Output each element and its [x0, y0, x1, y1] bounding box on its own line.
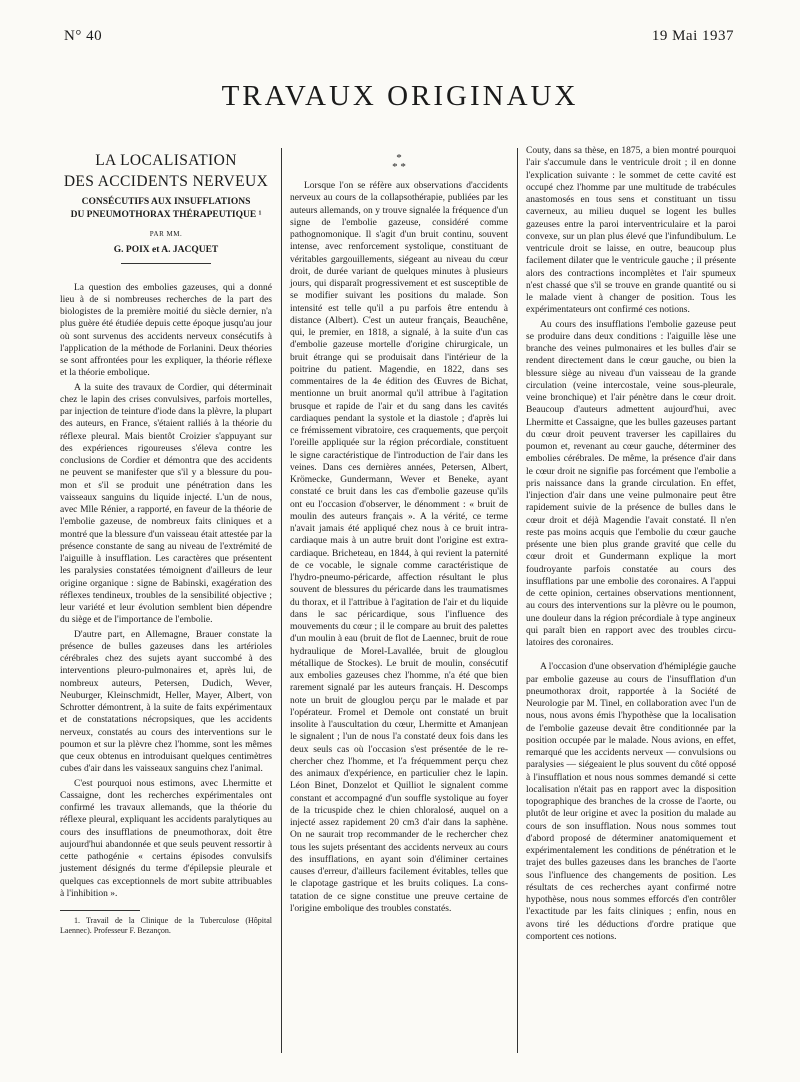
title-separator [121, 263, 211, 264]
article-title [60, 150, 272, 192]
article-authors: G. POIX et A. JACQUET [113, 245, 219, 256]
article-subtitle-line-1: CONSÉCUTIFS AUX INSUFFLATIONS [81, 197, 251, 207]
paragraph: A l'occasion d'une observation d'hémiplégie gauche par embolie gazeuse au cours de l'insufflation d'un pneumothorax droit, rapportée à la Société de Neurologie par M. Tinel, en collaboration avec l'un de nous, nous avons émis l'hypothèse que la localisation de l'embolie gazeuse devait être conditionnée par la position occupée par le malade. Nous avions, en effet, remarqué que les accidents nerveux — convulsions ou paralysies — siégeaient le plus souvent du côté opposé à l'insufflation et nous nous sommes demandé si cette localisation n'était pas en rapport avec la disposition topographique des branches de la crosse de l'aorte, ou plutôt de leur origine et avec la position du malade au cours de son insufflation. Nous nous sommes tout d'abord proposé de déterminer anatomiquement et expérimentalement les conditions de pénétration et le trajet des bulles gazeuses dans les branches de l'aorte sous l'influence des changements de position. Les résultats de ces recherches ayant confirmé notre hypothèse, nous nous sommes efforcés d'en contrôler l'exactitude par les faits cliniques ; enfin, nous en avons tiré les déductions d'ordre pratique que comportent ces notions. [526, 662, 736, 942]
page-header [64, 28, 734, 50]
section-title: TRAVAUX ORIGINAUX [221, 80, 579, 112]
footnote: 1. Travail de la Clinique de la Tuberculose (Hôpital Laennec). Professeur F. Bezançon. [60, 916, 272, 935]
paragraph: Couty, dans sa thèse, en 1875, a bien montré pourquoi l'air s'accumule dans le ventricule droit ; il en donne l'explication suivante : le sommet de cette cavité est occupé chez l'homme par une multitude de trabécules anastomosés en tous sens et constituant un tissu caverneux, au milieu duquel se logent les bulles gazeuses entre la paroi interventriculaire et la paroi convexe, sur un plan plus élevé que l'infundibulum. Le ventricule droit se laisse, en outre, beaucoup plus facilement dilater que le ventricule gauche ; il présente alors des contractions incomplètes et l'air spumeux n'est chassé que s'il se trouve en grande quantité ou si le malade vient à changer de position. Tous les expérimentateurs ont confirmé ces notions. [526, 146, 736, 316]
column-1 [60, 150, 272, 938]
paragraph: La question des embolies gazeuses, qui a donné lieu à de si nombreuses recherches de la part des biologistes de la première moitié du siècle dernier, n'a plus guère été étudiée depuis cette époque jusqu'au jour où sont survenus des accidents nerveux consécutifs à l'application de la méthode de Forlanini. Deux théories se sont affrontées pour les expliquer, la théorie réflexe et la théorie embolique. [60, 282, 272, 379]
article-title-line-2: DES ACCIDENTS NERVEUX [63, 173, 269, 190]
column-2 [290, 150, 508, 917]
issue-date: 19 Mai 1937 [651, 28, 734, 44]
article-title-line-1: LA LOCALISATION [95, 152, 237, 169]
paragraph: Lorsque l'on se réfère aux observations d'accidents nerveux au cours de la collapsothérapie, publiées par les auteurs allemands, on y trouve signalée la fréquence d'un signe de l'embolie gazeuse, considéré comme pathognomonique. Il s'agit d'un bruit continu, souvent intense, avec renforcement systolique, constituant de véritables gargouillements, siégeant au niveau du cœur droit, de durée variant de quelques minutes à plusieurs jours, qui disparaît progressivement et est susceptible de se modifier suivant les positions du malade. Son intensité est telle qu'il a pu parfois être entendu à distance (Albert). C'est un auteur français, Beauchêne, qui, le premier, en 1818, a signalé, à la suite d'un cas d'embolie gazeuse mortelle d'origine chirurgicale, un bruit étrange qui se produisait dans l'intérieur de la poitrine du patient. Magendie, en 1822, dans ses commentaires de la 4e édition des Œuvres de Bichat, mentionne un bruit anormal qu'il attribue à l'agitation brusque et rapide de l'air et du sang dans les cavités cardiaques pendant la systole et la diastole ; d'après lui ce frémissement vibratoire, ces craquements, que perçoit l'oreille appliquée sur la région précordiale, constituent le signe caractéristique de l'introduction de l'air dans les veines. Dans ces dernières années, Petersen, Albert, Krömecke, Gundermann, Wever et Beneke, ayant constaté ce bruit dans les cas d'embolie gazeuse qu'ils ont eu l'occasion d'observer, le dénomment : « bruit de moulin des auteurs français ». A la vérité, ce terme n'avait jamais été appliqué chez nous à ce bruit intra-cardiaque mais à un autre bruit dont l'origine est extra-cardiaque. Bricheteau, en 1844, à qui revient la paternité de ce vocable, le signale comme caractéristique de l'hydro-pneumo-péricarde, affection résultant le plus souvent de blessures du péricarde dans les traumatismes du thorax, et il l'attribue à l'agitation de l'air et du liquide dans le sac péricardique, sous l'influence des mouvements du cœur ; il le compare au bruit des palettes d'un moulin à eau (bruit de flot de Laennec, bruit de roue hydraulique de Morel-Lavallée, bruit de glouglou métallique de Stockes). Le bruit de moulin, consécutif aux embolies gazeuses chez l'homme, n'a été que bien rarement signalé par les auteurs français. H. Descomps note un bruit de glouglou perçu par le malade et par l'opérateur. Fromel et Demole ont constaté un bruit insolite à l'auscultation du cœur, Lhermitte et Amanjean le signalent ; l'un de nous l'a constaté deux fois dans les deux seuls cas où l'occasion s'est présentée de le rechercher chez l'homme, et l'a fréquemment perçu chez des animaux d'expérience, en particulier chez le lapin. Léon Binet, Donzelot et Quilliot le signalent comme constant et accompagné d'un souffle systolique au foyer de la tricuspide chez le chien chloralosé, auquel on a injecté assez rapidement 20 cm3 d'air dans la saphène. On ne saurait trop recommander de le rechercher chez tous les sujets présentant des accidents nerveux au cours des insufflations, en ayant soin d'éliminer certaines causes d'erreur, d'ailleurs facilement évitables, telles que le clapotage gastrique et les bruits coliques. La constatation de ce signe constitue une preuve certaine de l'origine embolique des troubles constatés. [290, 181, 508, 914]
byline-par: PAR MM. [149, 230, 183, 238]
column-divider [517, 148, 518, 1053]
paragraph: Au cours des insufflations l'embolie gazeuse peut se produire dans deux conditions : l'aiguille lèse une branche des veines pulmonaires et les bulles d'air se rendent directement dans le cœur gauche, ou bien la blessure siège au niveau d'un vaisseau de la grande circulation (veine intercostale, veine sous-pleurale, veine bronchique) et l'air pénètre dans le cœur droit. Beaucoup d'auteurs admettent aujourd'hui, avec Lhermitte et Cassaigne, que les bulles gazeuses partant du cœur droit peuvent traverser les capillaires du poumon et, revenant au cœur gauche, déterminer des embolies cérébrales. De même, la présence d'air dans le cœur droit ne signifie pas forcément que l'embolie a pris naissance dans la grande circulation. En effet, l'injection d'air dans une veine pulmonaire peut être rapidement suivie de la présence de bulles dans le cœur droit et déjà Magendie l'avait constaté. Il n'en reste pas moins acquis que l'embolie du cœur gauche présente une bien plus grande gravité que celle du cœur droit et Gundermann explique la mort foudroyante parfois constatée au cours des insufflations par une embolie des coronaires. A l'appui de cette opinion, certaines observations mentionnent, au cours des interventions sur la plèvre ou le poumon, une douleur dans la région précordiale à type angineux qui paraît bien en rapport avec des troubles circulatoires des coronaires. [526, 319, 736, 648]
column-divider [281, 148, 282, 1053]
section-asterisks: * * * [392, 152, 406, 173]
paragraph: A la suite des travaux de Cordier, qui déterminait chez le lapin des crises convulsives, parfois mortelles, par injection de teinture d'iode dans la plèvre, la plupart des auteurs, en France, s'étaient ralliés à la théorie du réflexe pleural. Mais bientôt Croizier s'appuyant sur des expériences rigoureuses s'éleva contre les conclusions de Cordier et démontra que des accidents ne peuvent se manifester que s'il y a blessure du poumon et s'il se produit une pénétration dans les vaisseaux sanguins du liquide injecté. L'un de nous, avec Mlle Rénier, a rapporté, en faveur de la théorie de l'embolie gazeuse, de nombreux faits cliniques et a montré que la blessure d'un vaisseau était attestée par la présence constante de sang au niveau de l'extrémité de l'aiguille à insufflation. Les caractères que présentent les paralysies constatées témoignent d'ailleurs de leur origine organique : signe de Babinski, exagération des réflexes tendineux, troubles de la sensibilité objective ; leur variété et leur évolution semblent bien dépendre du siège et de l'importance de l'embolie. [60, 382, 272, 626]
footnote-rule [60, 910, 140, 911]
paragraph-gap [526, 651, 736, 661]
paragraph: D'autre part, en Allemagne, Brauer constate la présence de bulles gazeuses dans les artérioles cérébrales chez des sujets ayant succombé à des interventions pleuro-pulmonaires et, après lui, de nombreux auteurs, Petersen, Dudich, Wever, Neuburger, Kleinschmidt, Heller, Mayer, Albert, von Schrotter démontrent, à la suite de faits expérimentaux et de constatations nécropsiques, que les accidents nerveux, constatés au cours des interventions sur le poumon et sur la plèvre chez l'homme, sont les mêmes que ceux obtenus en introduisant quelques centimètres cubes d'air dans les vaisseaux sanguins chez l'animal. [60, 629, 272, 775]
column-3 [526, 145, 736, 945]
issue-number: N° 40 [64, 28, 103, 44]
article-subtitle [60, 196, 272, 222]
article-subtitle-line-2: DU PNEUMOTHORAX THÉRAPEUTIQUE ¹ [70, 210, 262, 220]
paragraph: C'est pourquoi nous estimons, avec Lhermitte et Cassaigne, dont les recherches expérimentales ont confirmé les travaux allemands, que la théorie du réflexe pleural, expliquant les accidents paralytiques au cours des insufflations de pneumothorax, doit être aujourd'hui abandonnée et que seuls peuvent ressortir à cette pathogénie « certains épisodes convulsifs justement désignés du terme d'épilepsie pleurale et quelques cas exceptionnels de mort subite attribuables à l'inhibition ». [60, 778, 272, 899]
